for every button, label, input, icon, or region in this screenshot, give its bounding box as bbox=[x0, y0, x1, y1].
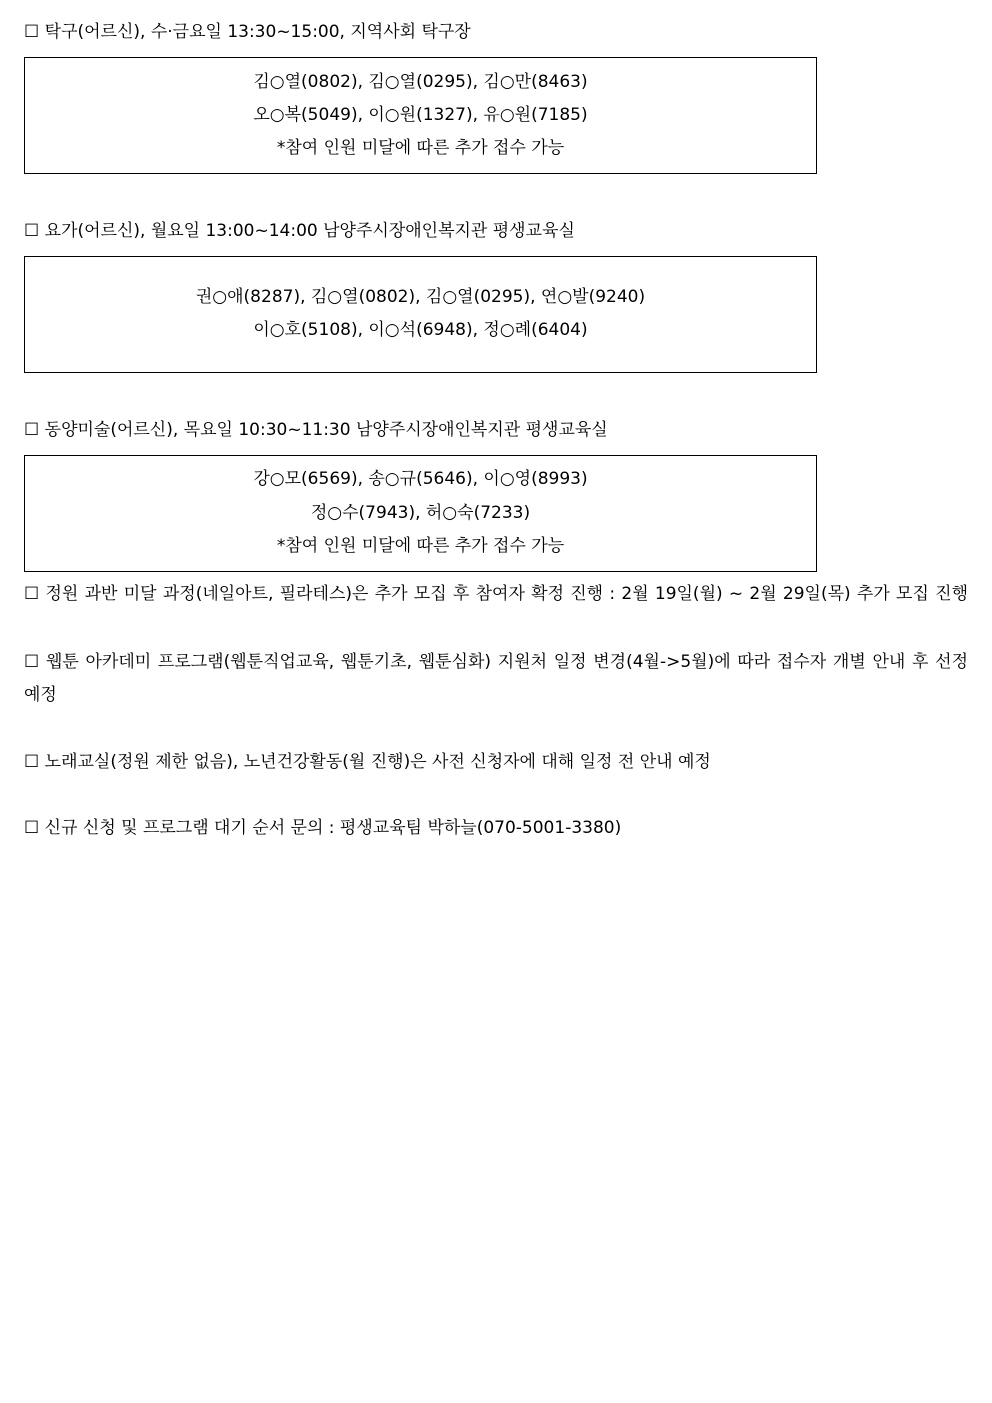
participant-line: 강○모(6569), 송○규(5646), 이○영(8993) bbox=[253, 469, 588, 489]
notice-text-continued: 예정 bbox=[24, 685, 57, 705]
notice-contact: ☐ 신규 신청 및 프로그램 대기 순서 문의 : 평생교육팀 박하늘(070-5001-3380) bbox=[24, 818, 622, 838]
notice-additional-recruit bbox=[24, 582, 968, 606]
additional-note: *참여 인원 미달에 따른 추가 접수 가능 bbox=[276, 536, 565, 556]
participant-line: 김○열(0802), 김○열(0295), 김○만(8463) bbox=[253, 72, 588, 92]
participant-box-oriental-art bbox=[24, 455, 817, 572]
participant-box-table-tennis bbox=[24, 57, 817, 174]
notice-text: ☐ 정원 과반 미달 과정(네일아트, 필라테스)은 추가 모집 후 참여자 확정 진행 : 2월 19일(월) ~ 2월 29일(목) 추가 모집 진행 bbox=[24, 584, 968, 604]
participant-line: 정○수(7943), 허○숙(7233) bbox=[310, 503, 531, 523]
participant-box-yoga bbox=[24, 256, 817, 373]
participant-line: 이○호(5108), 이○석(6948), 정○례(6404) bbox=[253, 320, 588, 340]
section-heading-yoga: ☐ 요가(어르신), 월요일 13:00~14:00 남양주시장애인복지관 평생교육실 bbox=[24, 221, 575, 241]
participant-line: 권○애(8287), 김○열(0802), 김○열(0295), 연○발(9240) bbox=[195, 287, 646, 307]
section-heading-table-tennis: ☐ 탁구(어르신), 수·금요일 13:30~15:00, 지역사회 탁구장 bbox=[24, 22, 471, 42]
notice-singing: ☐ 노래교실(정원 제한 없음), 노년건강활동(월 진행)은 사전 신청자에 대해 일정 전 안내 예정 bbox=[24, 752, 711, 772]
participant-line: 오○복(5049), 이○원(1327), 유○원(7185) bbox=[253, 105, 588, 125]
notice-text: ☐ 웹툰 아카데미 프로그램(웹툰직업교육, 웹툰기초, 웹툰심화) 지원처 일정 변경(4월->5월)에 따라 접수자 개별 안내 후 선정 bbox=[24, 652, 968, 672]
notice-webtoon bbox=[24, 650, 968, 707]
section-heading-oriental-art: ☐ 동양미술(어르신), 목요일 10:30~11:30 남양주시장애인복지관 평생교육실 bbox=[24, 420, 608, 440]
additional-note: *참여 인원 미달에 따른 추가 접수 가능 bbox=[276, 138, 565, 158]
